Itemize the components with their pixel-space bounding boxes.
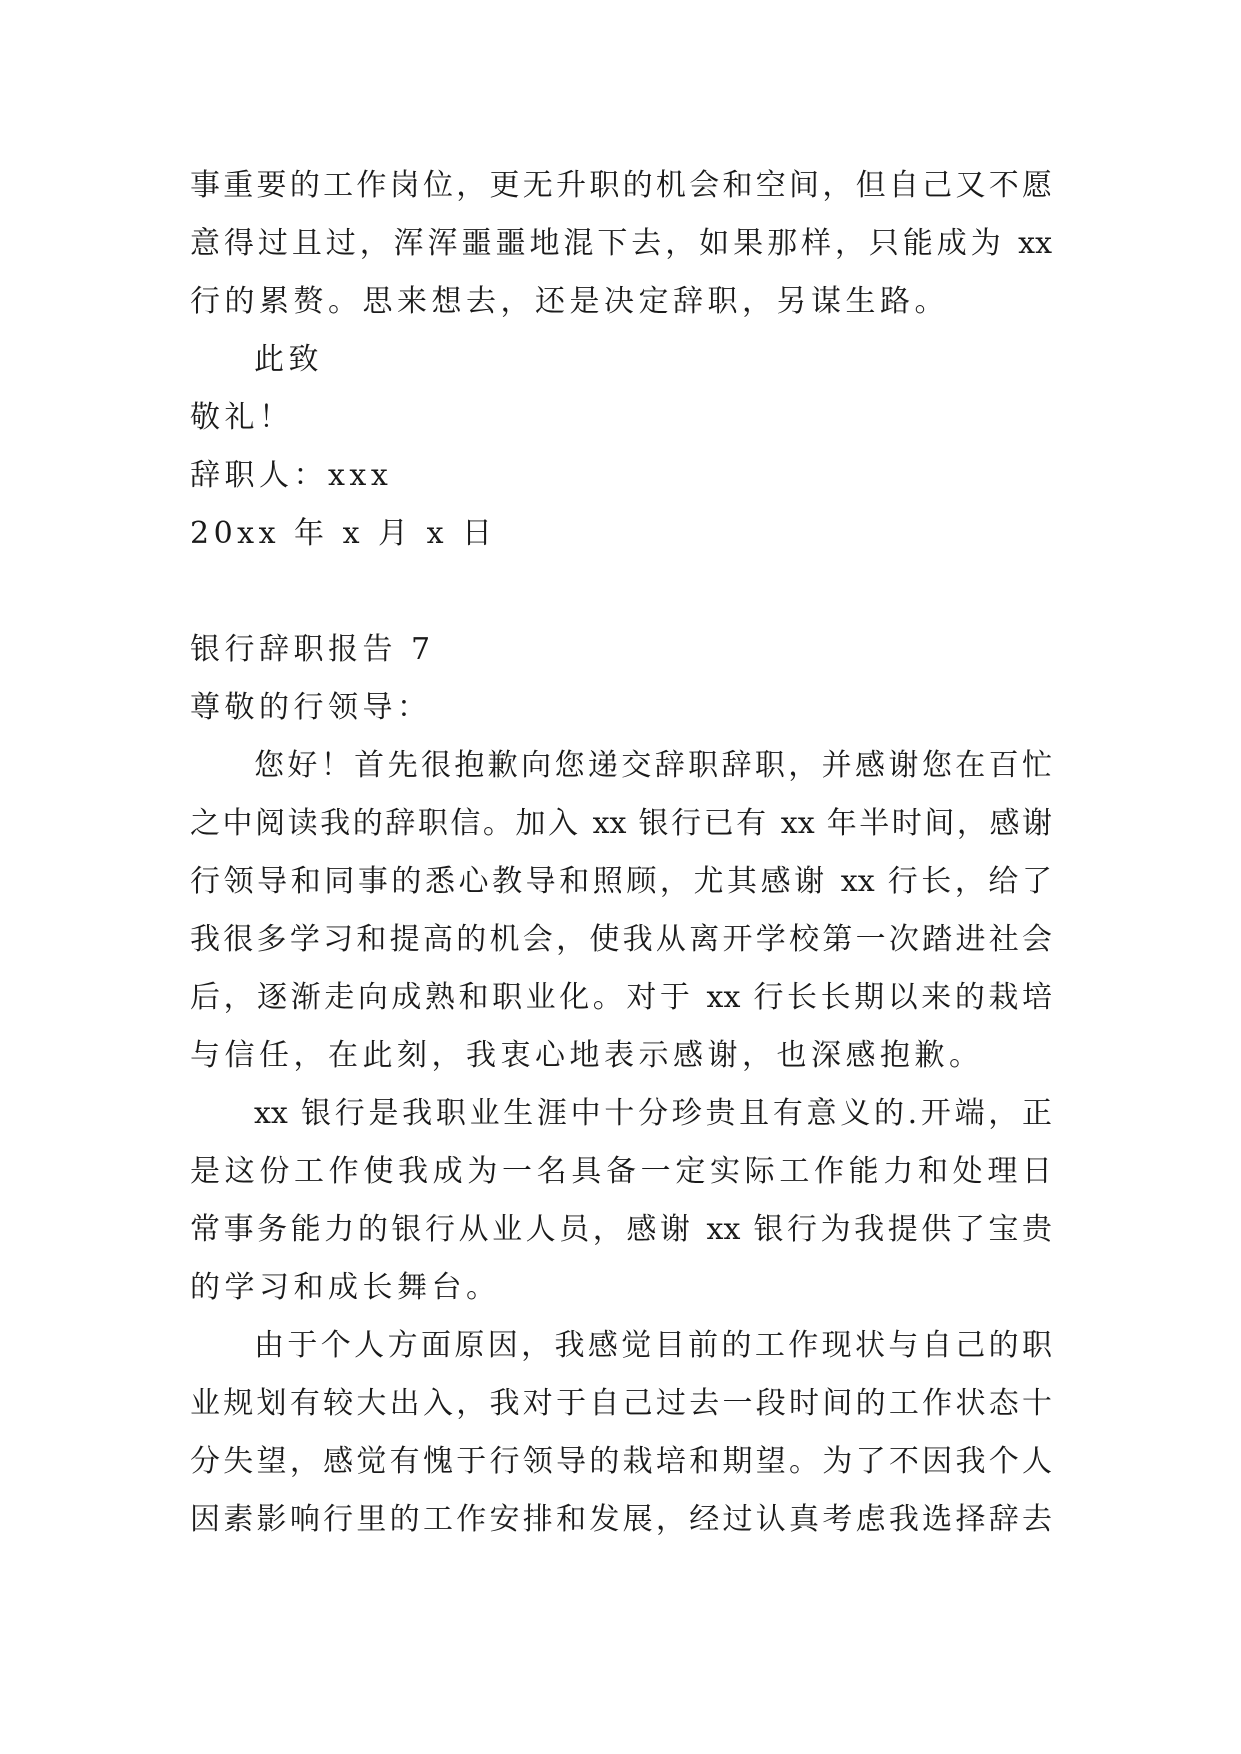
signing-date: 20xx 年 x 月 x 日 xyxy=(190,516,497,551)
section-gap xyxy=(190,563,1052,621)
text-line: 行领导和同事的悉心教导和照顾，尤其感谢 xx 行长，给了 xyxy=(190,864,1052,899)
closing-jingli: 敬礼！ xyxy=(190,400,294,435)
closing-block xyxy=(190,331,1052,563)
text-line: 行的累赘。思来想去，还是决定辞职，另谋生路。 xyxy=(190,284,949,319)
text-line: 业规划有较大出入，我对于自己过去一段时间的工作状态十 xyxy=(190,1386,1052,1421)
text-line: 后，逐渐走向成熟和职业化。对于 xx 行长长期以来的栽培 xyxy=(190,980,1052,1015)
document-page xyxy=(190,157,1052,1549)
text-line: xx 银行是我职业生涯中十分珍贵且有意义的.开端，正 xyxy=(254,1096,1052,1131)
text-line: 常事务能力的银行从业人员，感谢 xx 银行为我提供了宝贵 xyxy=(190,1212,1052,1247)
text-line: 由于个人方面原因，我感觉目前的工作现状与自己的职 xyxy=(254,1328,1052,1363)
paragraph-2 xyxy=(190,1085,1052,1317)
text-line: 是这份工作使我成为一名具备一定实际工作能力和处理日 xyxy=(190,1154,1052,1189)
text-line: 的学习和成长舞台。 xyxy=(190,1270,501,1305)
text-line: 与信任，在此刻，我衷心地表示感谢，也深感抱歉。 xyxy=(190,1038,984,1073)
text-line: 事重要的工作岗位，更无升职的机会和空间，但自己又不愿 xyxy=(190,168,1052,203)
text-line: 之中阅读我的辞职信。加入 xx 银行已有 xx 年半时间，感谢 xyxy=(190,806,1052,841)
report-title: 银行辞职报告 7 xyxy=(190,632,435,667)
signer: 辞职人：xxx xyxy=(190,458,393,493)
text-line: 您好！首先很抱歉向您递交辞职辞职，并感谢您在百忙 xyxy=(254,748,1052,783)
text-line: 因素影响行里的工作安排和发展，经过认真考虑我选择辞去 xyxy=(190,1502,1052,1537)
closing-cizhi: 此致 xyxy=(254,342,323,377)
report-section xyxy=(190,621,1052,1549)
paragraph-1 xyxy=(190,737,1052,1085)
text-line: 我很多学习和提高的机会，使我从离开学校第一次踏进社会 xyxy=(190,922,1052,957)
text-line: 分失望，感觉有愧于行领导的栽培和期望。为了不因我个人 xyxy=(190,1444,1052,1479)
previous-paragraph xyxy=(190,157,1052,331)
salutation: 尊敬的行领导： xyxy=(190,690,432,725)
paragraph-3 xyxy=(190,1317,1052,1549)
text-line: 意得过且过，浑浑噩噩地混下去，如果那样，只能成为 xx xyxy=(190,226,1052,261)
